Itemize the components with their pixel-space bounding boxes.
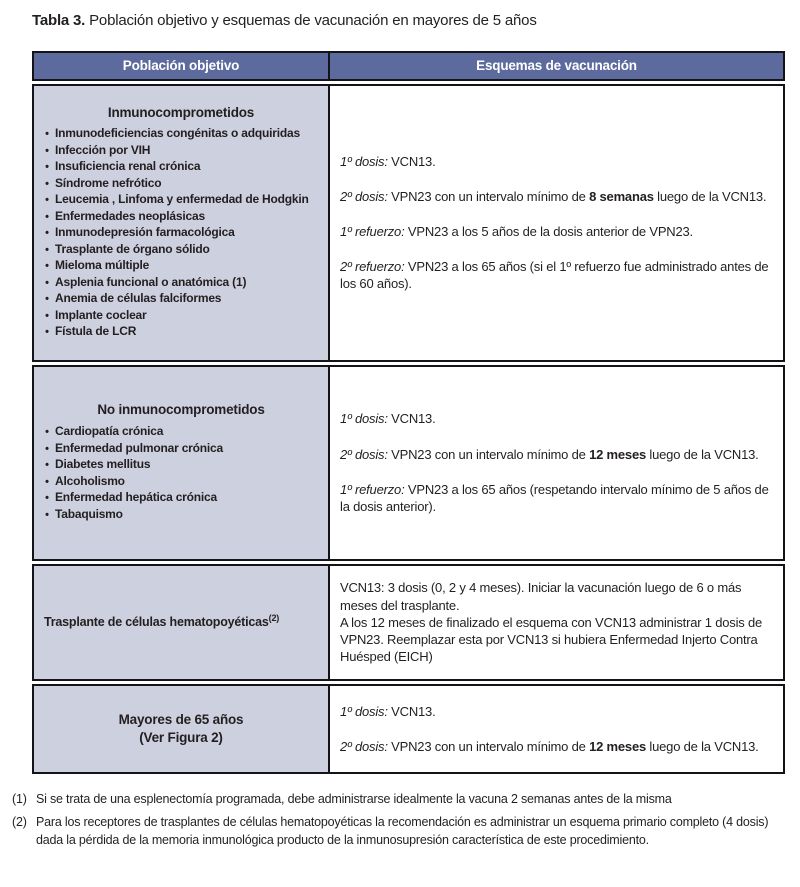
column-header-poblacion-objetivo: Población objetivo <box>32 51 330 81</box>
bullet-marker: • <box>45 442 49 455</box>
list-item <box>39 258 323 275</box>
dose-text-after: luego de la VCN13. <box>646 738 759 754</box>
dose-text: VCN13. <box>387 703 436 719</box>
bullet-marker: • <box>45 459 49 472</box>
dose-label: 1º dosis: <box>340 153 388 169</box>
list-item <box>39 308 323 325</box>
list-item-text: Fístula de LCR <box>55 324 137 339</box>
list-item-text: Enfermedad pulmonar crónica <box>55 440 223 455</box>
dose-label: 1º dosis: <box>340 411 388 427</box>
population-cell-trasplante <box>32 564 330 681</box>
vaccination-table <box>32 51 785 774</box>
table-row-no-inmunocomprometidos <box>32 365 785 561</box>
list-item <box>39 126 323 143</box>
dose-text: VPN23 con un intervalo mínimo de <box>387 189 590 205</box>
bullet-marker: • <box>45 426 49 439</box>
schedule-cell-trasplante <box>330 564 785 681</box>
list-item <box>39 192 323 209</box>
list-item <box>39 507 323 524</box>
list-item <box>39 209 323 226</box>
footnote-text: Para los receptores de trasplantes de células hematopoyéticas la recomendación es administrar un esquema primario completo (4 dosis) dada la pérdida de la memoria inmunológica producto de la inmunosupresión característica de este procedimiento. <box>36 815 769 848</box>
bullet-marker: • <box>45 161 49 174</box>
list-item <box>39 474 323 491</box>
dose-label: 1º dosis: <box>340 703 388 719</box>
list-item <box>39 275 323 292</box>
dose-text: VPN23 con un intervalo mínimo de <box>387 738 590 754</box>
list-item <box>39 424 323 441</box>
list-item-text: Mieloma múltiple <box>55 258 150 273</box>
schedule-paragraph: VCN13: 3 dosis (0, 2 y 4 meses). Iniciar la vacunación luego de 6 o más meses del trasplante. <box>340 580 742 613</box>
column-header-esquemas-vacunacion: Esquemas de vacunación <box>330 51 785 81</box>
schedule-paragraph <box>340 738 773 755</box>
dose-label: 2º dosis: <box>340 446 388 462</box>
population-cell-no-inmunocomprometidos <box>32 365 330 561</box>
schedule-paragraph <box>340 153 773 170</box>
population-subheading: (Ver Figura 2) <box>139 729 223 745</box>
bullet-marker: • <box>45 144 49 157</box>
schedule-paragraph <box>340 188 773 205</box>
bullet-marker: • <box>45 227 49 240</box>
bullet-marker: • <box>45 276 49 289</box>
table-row-mayores-65 <box>32 684 785 774</box>
bullet-marker: • <box>45 177 49 190</box>
table-caption-text: Población objetivo y esquemas de vacunación en mayores de 5 años <box>85 12 537 29</box>
schedule-paragraph <box>340 481 773 515</box>
footnotes <box>12 790 787 849</box>
list-item-text: Cardiopatía crónica <box>55 424 164 439</box>
bullet-marker: • <box>45 128 49 141</box>
footnote-text: Si se trata de una esplenectomía programada, debe administrarse idealmente la vacuna 2 semanas antes de la misma <box>36 792 672 807</box>
list-item <box>39 291 323 308</box>
list-item <box>39 176 323 193</box>
bullet-marker: • <box>45 492 49 505</box>
bullet-marker: • <box>45 260 49 273</box>
footnote <box>12 790 787 808</box>
list-item <box>39 143 323 160</box>
bullet-marker: • <box>45 194 49 207</box>
list-item-text: Síndrome nefrótico <box>55 175 162 190</box>
schedule-paragraph: A los 12 meses de finalizado el esquema con VCN13 administrar 1 dosis de VPN23. Reemplazar esta por VCN13 si hubiera Enfermedad Injerto Contra Huésped (EICH) <box>340 614 763 664</box>
list-item <box>39 324 323 341</box>
dose-text: VPN23 a los 65 años (respetando intervalo mínimo de 5 años de la dosis anterior). <box>340 481 769 514</box>
footnote-reference: (2) <box>268 613 280 624</box>
list-item-text: Inmunodepresión farmacológica <box>55 225 235 240</box>
population-heading-text: Trasplante de células hematopoyéticas <box>44 615 269 630</box>
bullet-marker: • <box>45 210 49 223</box>
dose-text: VCN13. <box>387 411 436 427</box>
list-item-text: Inmunodeficiencias congénitas o adquiridas <box>55 126 300 141</box>
list-item <box>39 457 323 474</box>
schedule-paragraph <box>340 703 773 720</box>
population-bullet-list <box>39 424 323 523</box>
population-heading: Inmunocomprometidos <box>107 104 255 120</box>
dose-label: 2º refuerzo: <box>340 259 405 275</box>
schedule-cell-mayores-65 <box>330 684 785 774</box>
table-caption <box>32 12 785 31</box>
list-item-text: Tabaquismo <box>55 506 123 521</box>
schedule-paragraph <box>340 410 773 427</box>
dose-emphasis: 12 meses <box>589 738 647 754</box>
dose-label: 1º refuerzo: <box>340 481 405 497</box>
dose-emphasis: 12 meses <box>589 446 647 462</box>
dose-text: VPN23 a los 65 años (si el 1º refuerzo fue administrado antes de los 60 años). <box>340 259 769 292</box>
list-item <box>39 490 323 507</box>
dose-text: VPN23 a los 5 años de la dosis anterior de VPN23. <box>404 224 693 240</box>
list-item-text: Enfermedades neoplásicas <box>55 208 205 223</box>
dose-emphasis: 8 semanas <box>589 189 654 205</box>
list-item <box>39 441 323 458</box>
list-item-text: Implante coclear <box>55 307 147 322</box>
schedule-paragraph <box>340 258 773 292</box>
dose-text-after: luego de la VCN13. <box>646 446 759 462</box>
population-cell-mayores-65 <box>32 684 330 774</box>
list-item-text: Infección por VIH <box>55 142 151 157</box>
list-item-text: Anemia de células falciformes <box>55 291 222 306</box>
table-caption-number: Tabla 3. <box>32 12 86 29</box>
list-item-text: Leucemia , Linfoma y enfermedad de Hodgkin <box>55 192 309 207</box>
dose-text-after: luego de la VCN13. <box>653 189 767 205</box>
list-item-text: Trasplante de órgano sólido <box>55 241 210 256</box>
list-item <box>39 242 323 259</box>
dose-text: VCN13. <box>387 153 436 169</box>
table-row-trasplante-hematopoyeticas <box>32 564 785 681</box>
list-item <box>39 225 323 242</box>
population-bullet-list <box>39 126 323 341</box>
bullet-marker: • <box>45 243 49 256</box>
list-item <box>39 159 323 176</box>
bullet-marker: • <box>45 326 49 339</box>
list-item-text: Alcoholismo <box>55 473 125 488</box>
bullet-marker: • <box>45 508 49 521</box>
list-item-text: Enfermedad hepática crónica <box>55 490 217 505</box>
bullet-marker: • <box>45 293 49 306</box>
schedule-cell-inmunocomprometidos <box>330 84 785 362</box>
schedule-paragraph <box>340 223 773 240</box>
population-heading: Mayores de 65 años <box>118 711 244 727</box>
dose-label: 2º dosis: <box>340 189 388 205</box>
population-cell-inmunocomprometidos <box>32 84 330 362</box>
list-item-text: Asplenia funcional o anatómica (1) <box>55 274 247 289</box>
footnote-marker: (2) <box>12 815 27 830</box>
list-item-text: Diabetes mellitus <box>55 457 151 472</box>
population-heading: No inmunocomprometidos <box>97 402 265 418</box>
dose-label: 2º dosis: <box>340 738 388 754</box>
table-header-row <box>32 51 785 81</box>
schedule-paragraph <box>340 446 773 463</box>
footnote <box>12 813 787 849</box>
bullet-marker: • <box>45 475 49 488</box>
footnote-marker: (1) <box>12 792 27 807</box>
list-item-text: Insuficiencia renal crónica <box>55 159 201 174</box>
population-heading <box>39 613 323 631</box>
dose-label: 1º refuerzo: <box>340 224 405 240</box>
schedule-cell-no-inmunocomprometidos <box>330 365 785 561</box>
bullet-marker: • <box>45 309 49 322</box>
dose-text: VPN23 con un intervalo mínimo de <box>387 446 590 462</box>
table-row-inmunocomprometidos <box>32 84 785 362</box>
